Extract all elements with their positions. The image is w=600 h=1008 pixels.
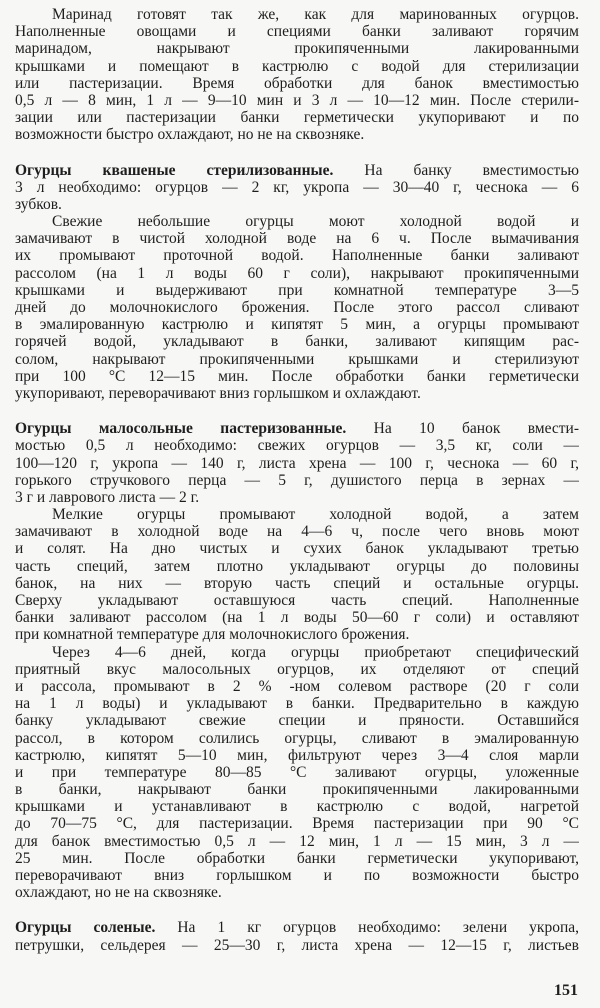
text-line [15,58,579,75]
text-line [15,126,579,143]
text-line [15,299,579,316]
line-text: зубков. [15,195,62,213]
paragraph [15,6,579,144]
line-text: или пастеризации. Время обработки для банок вместимостью [15,74,579,92]
line-text: горячей водой, укладывают в банки, заливают кипящим рас- [15,333,579,351]
line-text: и солят. На дно чистых и сухих банок укладывают третью [15,540,579,558]
text-line [15,747,579,764]
text-line [15,506,579,523]
line-text: приятный вкус малосольных огурцов, их отделяют от специй [15,660,579,678]
text-line [15,884,579,901]
text-line [15,730,579,747]
line-text: при 100 °С 12—15 мин. После обработки банки герметически [15,367,579,385]
recipe-heading: Огурцы соленые. [15,919,156,937]
text-line [15,678,579,695]
recipe-section [15,919,579,953]
line-text: для банок вместимостью 0,5 л — 12 мин, 1 л — 15 мин, 3 л — [15,832,579,850]
text-line [15,265,579,282]
line-text: Через 4—6 дней, когда огурцы приобретают специфический [52,643,579,661]
text-line [15,489,579,506]
line-text: На 1 кг огурцов необходимо: зелени укропа, [177,919,579,937]
line-text: Наполненные овощами и специями банки заливают горячим [15,23,579,41]
line-text: Маринад готовят так же, как для маринованных огурцов. [52,6,579,23]
text-line [15,92,579,109]
text-line [15,455,579,472]
text-line [15,712,579,729]
line-text: 25 мин. После обработки банки герметически укупоривают, [15,849,579,867]
page-body [15,6,579,954]
text-line [15,247,579,264]
line-text: крышками и помещают в кастрюлю с водой для стерилизации [15,57,579,75]
text-line [15,162,579,179]
line-text: На банку вместимостью [364,161,579,179]
page-number: 151 [554,982,578,999]
line-text: в эмалированную кастрюлю и кипятят 5 мин, а огурцы промывают [15,316,579,334]
text-line [15,626,579,643]
text-line [15,833,579,850]
line-text: замачивают в чистой холодной воде на 6 ч. После вымачивания [15,230,579,248]
line-text: мостью 0,5 л необходимо: свежих огурцов — 3,5 кг, соли — [15,437,579,455]
line-text: замачивают в холодной воде на 4—6 ч, после чего вновь моют [15,523,579,541]
line-text: рассолом (на 1 л воды 60 г соли), накрывают прокипяченными [15,264,579,282]
text-line [15,764,579,781]
text-line [15,196,579,213]
recipe-heading: Огурцы квашеные стерилизованные. [15,161,334,179]
text-line [15,558,579,575]
text-line [15,937,579,954]
line-text: дней до молочнокислого брожения. После этого рассол сливают [15,299,579,316]
text-line [15,230,579,247]
text-line [15,815,579,832]
line-text: солом, накрывают прокипяченными крышками и стерилизуют [15,350,579,368]
line-text: горького стручкового перца — 5 г, душистого перца в зернах — [15,471,579,489]
text-line [15,333,579,350]
line-text: в банки, накрывают банки прокипяченными лакированными [15,781,579,799]
line-text: и рассола, промывают в 2 % -ном солевом растворе (20 г соли [15,677,579,695]
line-text: Мелкие огурцы промывают холодной водой, а затем [52,506,579,524]
text-line [15,781,579,798]
text-line [15,472,579,489]
line-text: их промывают проточной водой. Наполненные банки заливают [15,247,579,265]
line-text: петрушки, сельдерея — 25—30 г, листа хрена — 12—15 г, листьев [15,936,579,954]
line-text: рассол, в котором солились огурцы, сливают в эмалированную [15,729,579,747]
text-line [15,351,579,368]
text-line [15,368,579,385]
text-line [15,695,579,712]
text-line [15,179,579,196]
line-text: часть специй, затем плотно укладывают огурцы до половины [15,557,579,575]
line-text: Сверху укладывают оставшуюся часть специй. Наполненные [15,592,579,609]
text-line [15,592,579,609]
paragraph-gap [15,144,579,162]
text-line [15,282,579,299]
line-text: до 70—75 °С, для пастеризации. Время пастеризации при 90 °С [15,815,579,833]
text-line [15,437,579,454]
line-text: охлаждают, но не на сквозняке. [15,884,222,902]
paragraph [15,644,579,902]
line-text: на 1 л воды) и укладывают в банки. Предварительно в каждую [15,695,579,713]
text-line [15,661,579,678]
line-text: укупоривают, переворачивают вниз горлышком и охлаждают. [15,384,421,402]
text-line [15,540,579,557]
text-line [15,523,579,540]
paragraph-gap [15,901,579,919]
line-text: маринадом, накрывают прокипяченными лакированными [15,40,579,58]
text-line [15,919,579,936]
text-line [15,575,579,592]
line-text: кастрюлю, кипятят 5—10 мин, фильтруют через 3—4 слоя марли [15,746,579,764]
line-text: 0,5 л — 8 мин, 1 л — 9—10 мин и 3 л — 10—12 мин. После стерили- [15,91,579,109]
line-text: На 10 банок вмести- [373,420,579,438]
text-line [15,213,579,230]
line-text: крышками и устанавливают в кастрюлю с водой, нагретой [15,798,579,816]
text-line [15,867,579,884]
recipe-section [15,420,579,506]
line-text: при комнатной температуре для молочнокислого брожения. [15,626,410,644]
line-text: крышками и выдерживают при комнатной температуре 3—5 [15,281,579,299]
line-text: зации или пастеризации банки герметически укупоривают и по [15,109,579,127]
paragraph [15,213,579,402]
recipe-heading: Огурцы малосольные пастеризованные. [15,420,347,438]
text-line [15,23,579,40]
text-line [15,109,579,126]
text-line [15,798,579,815]
text-line [15,420,579,437]
text-line [15,850,579,867]
line-text: Свежие небольшие огурцы моют холодной водой и [52,213,579,231]
text-line [15,385,579,402]
text-line [15,609,579,626]
line-text: банку укладывают свежие специи и пряности. Оставшийся [15,712,579,730]
line-text: возможности быстро охлаждают, но не на сквозняке. [15,126,365,144]
line-text: 100—120 г, укропа — 140 г, листа хрена — 100 г, чеснока — 60 г, [15,454,579,472]
line-text: банки заливают рассолом (на 1 л воды 50—60 г соли) и оставляют [15,609,579,627]
line-text: 3 л необходимо: огурцов — 2 кг, укропа — 30—40 г, чеснока — 6 [15,178,579,196]
text-line [15,644,579,661]
recipe-section [15,162,579,214]
line-text: 3 г и лаврового листа — 2 г. [15,488,200,506]
line-text: и при температуре 80—85 °С заливают огурцы, уложенные [15,763,579,781]
line-text: переворачивают вниз горлышком и по возможности быстро [15,867,579,884]
line-text: банок, на них — вторую часть специй и остальные огурцы. [15,574,579,592]
paragraph-gap [15,402,579,420]
paragraph [15,506,579,644]
text-line [15,40,579,57]
text-line [15,75,579,92]
text-line [15,316,579,333]
text-line [15,6,579,23]
